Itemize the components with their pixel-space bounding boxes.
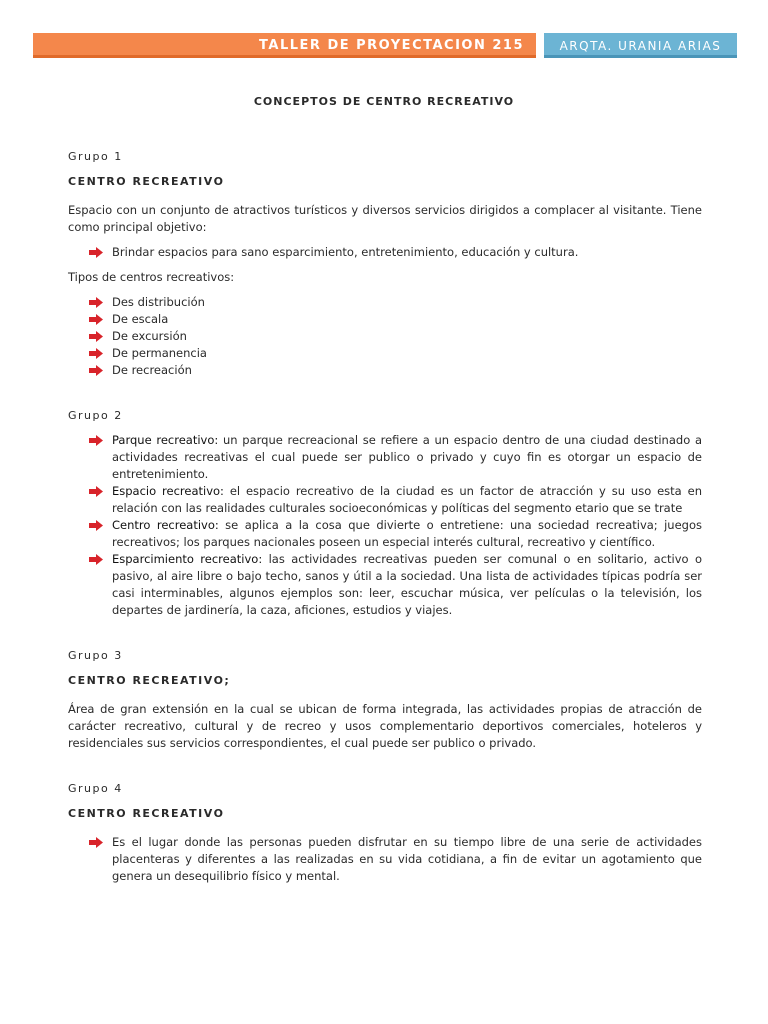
types-list (68, 294, 702, 379)
arrow-right-icon (89, 314, 103, 325)
group-1-objective-list (68, 244, 702, 261)
arrow-right-icon (89, 435, 103, 446)
group-3-label: Grupo 3 (68, 649, 123, 662)
definition-term: Esparcimiento recreativo: (112, 552, 263, 566)
arrow-right-icon (89, 348, 103, 359)
list-item (89, 834, 702, 885)
type-text: De recreación (112, 363, 192, 377)
group-4-heading: CENTRO RECREATIVO (68, 807, 225, 820)
group-1-heading: CENTRO RECREATIVO (68, 175, 225, 188)
list-item (89, 551, 702, 619)
list-item (89, 294, 702, 311)
group-1-paragraph: Espacio con un conjunto de atractivos turísticos y diversos servicios dirigidos a complacer al visitante. Tiene como principal objetivo: (68, 203, 702, 234)
objective-text: Brindar espacios para sano esparcimiento, entretenimiento, educación y cultura. (112, 245, 579, 259)
definition-term: Parque recreativo: (112, 433, 219, 447)
group-4-list (68, 834, 702, 885)
definition-term: Centro recreativo: (112, 518, 219, 532)
list-item (89, 244, 702, 261)
definition-text: las actividades recreativas pueden ser comunal o en solitario, activo o pasivo, al aire libre o bajo techo, sanos y útil a la sociedad. Una lista de actividades típicas podría ser casi interminables, algunos ejemplos son: leer, escuchar música, ver películas o la televisión, los departes de jardinería, la caza, aficiones, estudios y viajes. (112, 552, 702, 617)
arrow-right-icon (89, 297, 103, 308)
arrow-right-icon (89, 365, 103, 376)
arrow-right-icon (89, 520, 103, 531)
type-text: Des distribución (112, 295, 205, 309)
course-title: TALLER DE PROYECTACION 215 (259, 38, 524, 53)
teacher-name: ARQTA. URANIA ARIAS (559, 39, 722, 53)
arrow-right-icon (89, 486, 103, 497)
type-text: De permanencia (112, 346, 207, 360)
types-intro: Tipos de centros recreativos: (68, 270, 235, 284)
list-item (89, 311, 702, 328)
group-2-label: Grupo 2 (68, 409, 123, 422)
definition-text: se aplica a la cosa que divierte o entretiene: una sociedad recreativa; juegos recreativos; los parques nacionales poseen un especial interés cultural, recreativo y científico. (112, 518, 702, 549)
type-text: De excursión (112, 329, 187, 343)
list-item (89, 432, 702, 483)
group-2-list (68, 432, 702, 619)
group-1-label: Grupo 1 (68, 150, 123, 163)
definition-term: Espacio recreativo: (112, 484, 224, 498)
document-body (68, 148, 702, 885)
arrow-right-icon (89, 247, 103, 258)
group-4-text: Es el lugar donde las personas pueden disfrutar en su tiempo libre de una serie de actividades placenteras y diferentes a las realizadas en su vida cotidiana, a fin de evitar un agotamiento que genera un desequilibrio físico y mental. (112, 835, 702, 883)
arrow-right-icon (89, 554, 103, 565)
arrow-right-icon (89, 837, 103, 848)
course-header-bar (33, 33, 536, 58)
group-3-heading: CENTRO RECREATIVO; (68, 674, 231, 687)
definition-text: el espacio recreativo de la ciudad es un factor de atracción y su uso esta en relación con las realidades culturales socioeconómicas y políticas del segmento etario que se trate (112, 484, 702, 515)
group-4-label: Grupo 4 (68, 782, 123, 795)
list-item (89, 362, 702, 379)
list-item (89, 345, 702, 362)
arrow-right-icon (89, 331, 103, 342)
group-3-paragraph: Área de gran extensión en la cual se ubican de forma integrada, las actividades propias de atracción de carácter recreativo, cultural y de recreo y usos complementario deportivos comerciales, hoteleros y residenciales sus servicios correspondientes, el cual puede ser publico o privado. (68, 702, 702, 750)
teacher-header-box (544, 33, 737, 58)
list-item (89, 517, 702, 551)
list-item (89, 328, 702, 345)
document-title: CONCEPTOS DE CENTRO RECREATIVO (253, 95, 515, 108)
list-item (89, 483, 702, 517)
definition-text: un parque recreacional se refiere a un espacio dentro de una ciudad destinado a actividades recreativas el cual puede ser publico o privado y cuyo fin es otorgar un espacio de entretenimiento. (112, 433, 702, 481)
type-text: De escala (112, 312, 169, 326)
